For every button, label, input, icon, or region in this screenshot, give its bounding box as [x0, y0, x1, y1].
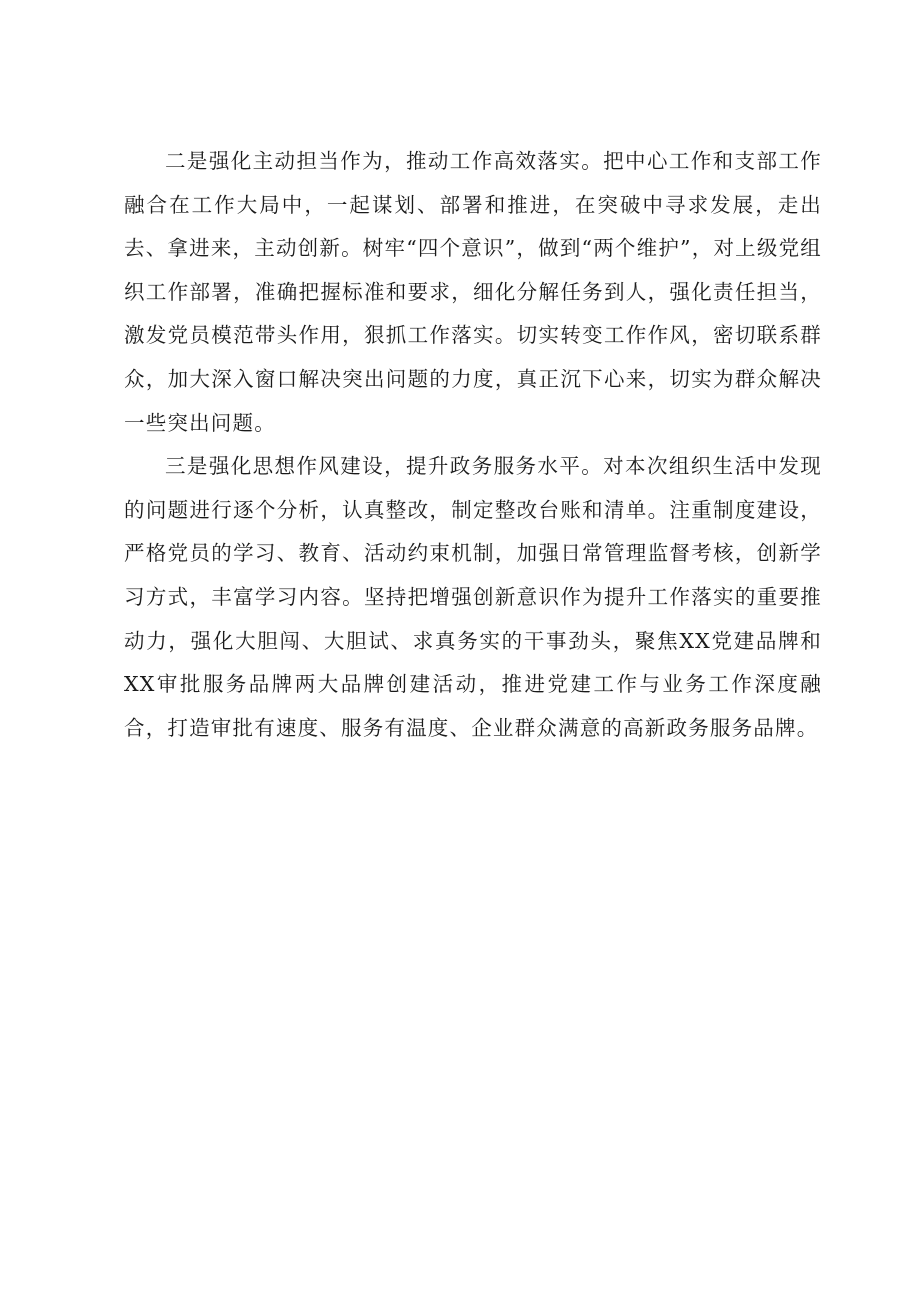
document-body — [124, 140, 822, 750]
paragraph-three: 三是强化思想作风建设，提升政务服务水平。对本次组织生活中发现的问题进行逐个分析，认真整改，制定整改台账和清单。注重制度建设，严格党员的学习、教育、活动约束机制，加强日常管理监督考核，创新学习方式，丰富学习内容。坚持把增强创新意识作为提升工作落实的重要推动力，强化大胆闯、大胆试、求真务实的干事劲头，聚焦XX党建品牌和XX审批服务品牌两大品牌创建活动，推进党建工作与业务工作深度融合，打造审批有速度、服务有温度、企业群众满意的高新政务服务品牌。 — [124, 454, 822, 740]
paragraph-two: 二是强化主动担当作为，推动工作高效落实。把中心工作和支部工作融合在工作大局中，一起谋划、部署和推进，在突破中寻求发展，走出去、拿进来，主动创新。树牢“四个意识”，做到“两个维护”，对上级党组织工作部署，准确把握标准和要求，细化分解任务到人，强化责任担当，激发党员模范带头作用，狠抓工作落实。切实转变工作作风，密切联系群众，加大深入窗口解决突出问题的力度，真正沉下心来，切实为群众解决一些突出问题。 — [124, 149, 822, 435]
